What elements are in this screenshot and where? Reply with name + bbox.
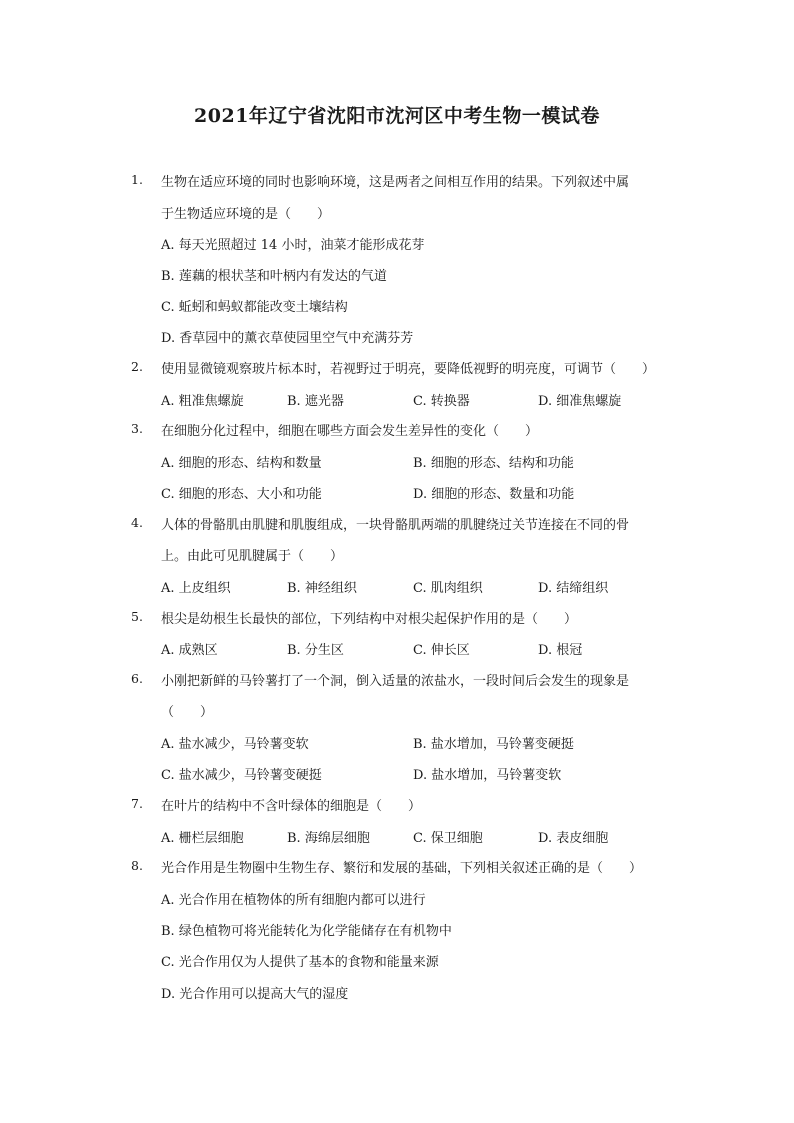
option-c: C. 细胞的形态、大小和功能 — [161, 487, 322, 502]
question-number: 2. — [131, 359, 143, 374]
option-c: C. 光合作用仅为人提供了基本的食物和能量来源 — [161, 955, 439, 970]
question-stem-line: 生物在适应环境的同时也影响环境，这是两者之间相互作用的结果。下列叙述中属 — [161, 175, 630, 190]
option-a: A. 细胞的形态、结构和数量 — [161, 456, 322, 471]
option-d: D. 香草园中的薰衣草使园里空气中充满芬芳 — [161, 331, 414, 346]
question-stem-line: 使用显微镜观察玻片标本时，若视野过于明亮，要降低视野的明亮度，可调节（ ） — [161, 362, 656, 377]
option-c: C. 转换器 — [413, 394, 470, 409]
option-a: A. 每天光照超过 14 小时，油菜才能形成花芽 — [161, 238, 425, 253]
question-stem-line: 根尖是幼根生长最快的部位，下列结构中对根尖起保护作用的是（ ） — [161, 612, 578, 627]
option-b: B. 神经组织 — [287, 581, 357, 596]
question-stem-line: 在细胞分化过程中，细胞在哪些方面会发生差异性的变化（ ） — [161, 424, 539, 439]
option-d: D. 表皮细胞 — [538, 831, 609, 846]
question-stem-line: 上。由此可见肌腱属于（ ） — [161, 549, 344, 564]
question-stem-line: 在叶片的结构中不含叶绿体的细胞是（ ） — [161, 799, 422, 814]
option-a: A. 盐水减少，马铃薯变软 — [161, 737, 309, 752]
option-a: A. 粗准焦螺旋 — [161, 394, 244, 409]
question-number: 8. — [131, 858, 143, 873]
option-d: D. 细胞的形态、数量和功能 — [413, 487, 575, 502]
option-c: C. 蚯蚓和蚂蚁都能改变土壤结构 — [161, 300, 348, 315]
question-number: 1. — [131, 172, 143, 187]
option-d: D. 结缔组织 — [538, 581, 609, 596]
question-stem-line: 于生物适应环境的是（ ） — [161, 207, 331, 222]
question-number: 5. — [131, 609, 143, 624]
option-b: B. 盐水增加，马铃薯变硬挺 — [413, 737, 574, 752]
option-b: B. 海绵层细胞 — [287, 831, 370, 846]
question-number: 4. — [131, 515, 143, 530]
question-number: 7. — [131, 796, 143, 811]
option-b: B. 莲藕的根状茎和叶柄内有发达的气道 — [161, 269, 387, 284]
option-c: C. 盐水减少，马铃薯变硬挺 — [161, 768, 322, 783]
option-c: C. 肌肉组织 — [413, 581, 483, 596]
option-b: B. 绿色植物可将光能转化为化学能储存在有机物中 — [161, 924, 452, 939]
option-b: B. 细胞的形态、结构和功能 — [413, 456, 574, 471]
question-stem-line: 光合作用是生物圈中生物生存、繁衍和发展的基础，下列相关叙述正确的是（ ） — [161, 861, 643, 876]
option-d: D. 细准焦螺旋 — [538, 394, 622, 409]
option-b: B. 分生区 — [287, 643, 344, 658]
option-c: C. 保卫细胞 — [413, 831, 483, 846]
option-a: A. 光合作用在植物体的所有细胞内都可以进行 — [161, 893, 426, 908]
option-d: D. 光合作用可以提高大气的湿度 — [161, 987, 349, 1002]
page-title: 2021年辽宁省沈阳市沈河区中考生物一模试卷 — [194, 105, 600, 127]
option-d: D. 根冠 — [538, 643, 583, 658]
question-number: 6. — [131, 671, 143, 686]
question-stem-line: 人体的骨骼肌由肌腱和肌腹组成，一块骨骼肌两端的肌腱绕过关节连接在不同的骨 — [161, 518, 630, 533]
question-stem-line: 小刚把新鲜的马铃薯打了一个洞，倒入适量的浓盐水，一段时间后会发生的现象是 — [161, 674, 630, 689]
option-b: B. 遮光器 — [287, 394, 344, 409]
option-c: C. 伸长区 — [413, 643, 470, 658]
question-number: 3. — [131, 421, 143, 436]
option-a: A. 栅栏层细胞 — [161, 831, 244, 846]
option-a: A. 上皮组织 — [161, 581, 231, 596]
option-a: A. 成熟区 — [161, 643, 218, 658]
question-stem-line: （ ） — [161, 705, 214, 720]
option-d: D. 盐水增加，马铃薯变软 — [413, 768, 562, 783]
